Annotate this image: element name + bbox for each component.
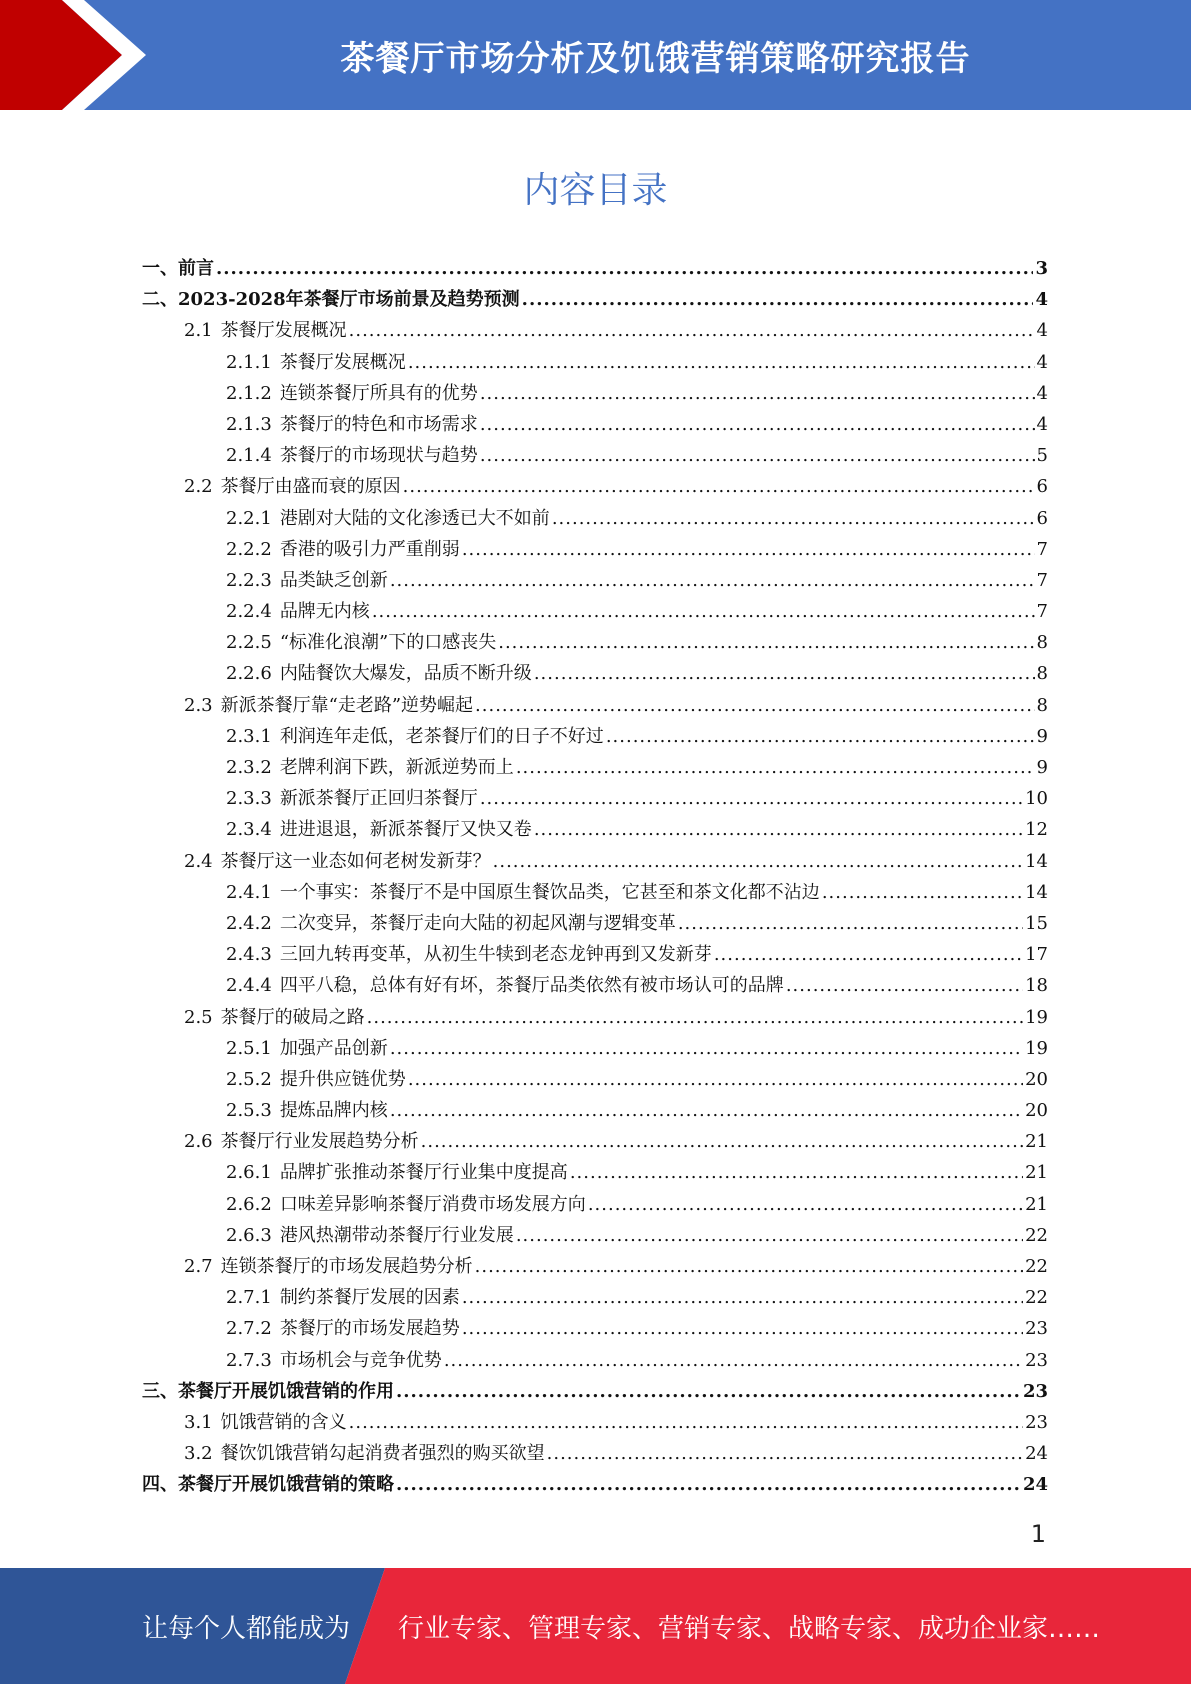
toc-dot-leader xyxy=(516,752,1035,783)
toc-entry[interactable] xyxy=(142,1376,1048,1407)
toc-dot-leader xyxy=(372,596,1035,627)
toc-entry[interactable] xyxy=(142,1002,1048,1033)
toc-entry-number: 2.5 xyxy=(184,1006,213,1028)
toc-dot-leader xyxy=(408,1064,1023,1095)
toc-entry-page: 4 xyxy=(1036,351,1048,373)
toc-entry-page: 23 xyxy=(1022,1380,1048,1402)
toc-dot-leader xyxy=(396,1469,1021,1500)
toc-entry-number: 2.2.3 xyxy=(226,569,272,591)
toc-entry-title: 提炼品牌内核 xyxy=(279,1100,388,1122)
toc-dot-leader xyxy=(408,347,1035,378)
toc-entry-title: 港剧对大陆的文化渗透已大不如前 xyxy=(279,507,550,529)
toc-entry[interactable] xyxy=(142,596,1048,627)
toc-entry-number: 2.2.2 xyxy=(226,538,272,560)
toc-entry-number: 2.4 xyxy=(184,850,213,872)
toc-entry-title: 港风热潮带动茶餐厅行业发展 xyxy=(279,1224,514,1246)
toc-entry-title: 内陆餐饮大爆发，品质不断升级 xyxy=(279,663,532,685)
toc-entry-title: 连锁茶餐厅的市场发展趋势分析 xyxy=(220,1256,473,1277)
toc-entry-title: 利润连年走低，老茶餐厅们的日子不好过 xyxy=(279,725,604,747)
toc-entry-number: 一、 xyxy=(142,258,178,279)
toc-entry[interactable] xyxy=(142,627,1048,658)
toc-entry[interactable] xyxy=(142,783,1048,814)
toc-entry-title: 2023-2028年茶餐厅市场前景及趋势预测 xyxy=(178,289,520,311)
toc-entry-title: “标准化浪潮”下的口感丧失 xyxy=(279,632,497,654)
toc-entry-page: 4 xyxy=(1036,413,1048,435)
toc-dot-leader xyxy=(678,908,1023,939)
toc-dot-leader xyxy=(475,1251,1023,1282)
toc-entry[interactable] xyxy=(142,565,1048,596)
toc-entry-title: 饥饿营销的含义 xyxy=(220,1411,347,1433)
toc-dot-leader xyxy=(498,627,1034,658)
toc-dot-leader xyxy=(349,315,1035,346)
toc-dot-leader xyxy=(444,1345,1023,1376)
toc-entry[interactable] xyxy=(142,1126,1048,1157)
toc-entry-number: 2.3.3 xyxy=(226,788,272,810)
toc-entry-number: 2.5.3 xyxy=(226,1100,272,1122)
toc-entry-number: 2.7 xyxy=(184,1256,213,1277)
toc-entry-number: 2.7.1 xyxy=(226,1287,272,1309)
toc-entry[interactable] xyxy=(142,1251,1048,1282)
toc-entry[interactable] xyxy=(142,1189,1048,1220)
toc-entry[interactable] xyxy=(142,534,1048,565)
toc-entry-page: 4 xyxy=(1035,289,1048,311)
toc-entry-page: 14 xyxy=(1025,850,1048,872)
toc-entry-number: 2.4.4 xyxy=(226,975,272,997)
toc-dot-leader xyxy=(349,1407,1023,1438)
toc-entry[interactable] xyxy=(142,503,1048,534)
toc-entry-title: 茶餐厅这一业态如何老树发新芽？ xyxy=(220,850,491,872)
toc-entry[interactable] xyxy=(142,1469,1048,1500)
toc-entry[interactable] xyxy=(142,1345,1048,1376)
toc-dot-leader xyxy=(606,721,1035,752)
toc-entry-title: 老牌利润下跌，新派逆势而上 xyxy=(279,757,514,778)
toc-entry-title: 茶餐厅开展饥饿营销的作用 xyxy=(178,1380,394,1402)
toc-entry-number: 2.1.1 xyxy=(226,351,272,373)
toc-entry-page: 4 xyxy=(1036,320,1048,342)
toc-entry-number: 2.2.5 xyxy=(226,632,272,654)
toc-entry[interactable] xyxy=(142,471,1048,502)
toc-entry-page: 20 xyxy=(1025,1068,1048,1090)
toc-dot-leader xyxy=(475,690,1035,721)
toc-dot-leader xyxy=(390,1095,1023,1126)
toc-heading: 内容目录 xyxy=(523,170,668,211)
toc-entry-page: 24 xyxy=(1025,1443,1048,1465)
toc-entry-title: 连锁茶餐厅所具有的优势 xyxy=(279,382,478,404)
toc-entry[interactable] xyxy=(142,1313,1048,1344)
toc-entry-number: 2.7.2 xyxy=(226,1318,272,1340)
toc-entry-page: 7 xyxy=(1036,601,1048,623)
toc-entry-title: 茶餐厅的市场现状与趋势 xyxy=(279,445,478,467)
toc-entry[interactable] xyxy=(142,721,1048,752)
toc-entry-page: 23 xyxy=(1025,1411,1048,1433)
toc-dot-leader xyxy=(534,814,1023,845)
toc-entry-title: 口味差异影响茶餐厅消费市场发展方向 xyxy=(279,1193,586,1215)
toc-entry-page: 9 xyxy=(1036,725,1048,747)
toc-entry-page: 7 xyxy=(1036,538,1048,560)
table-of-contents xyxy=(142,253,1048,1501)
toc-entry-page: 22 xyxy=(1025,1256,1048,1277)
toc-dot-leader xyxy=(367,1002,1023,1033)
toc-entry-title: 茶餐厅发展概况 xyxy=(220,320,347,342)
toc-entry-title: 茶餐厅的特色和市场需求 xyxy=(279,413,478,435)
toc-entry-page: 6 xyxy=(1036,476,1048,498)
toc-entry-number: 2.1.3 xyxy=(226,413,272,435)
toc-entry-title: 茶餐厅开展饥饿营销的策略 xyxy=(178,1474,394,1496)
toc-entry-title: 新派茶餐厅正回归茶餐厅 xyxy=(279,788,478,810)
toc-entry-title: 四平八稳，总体有好有坏，茶餐厅品类依然有被市场认可的品牌 xyxy=(279,975,784,997)
toc-dot-leader xyxy=(403,471,1035,502)
toc-entry-number: 2.7.3 xyxy=(226,1349,272,1371)
page-number: 1 xyxy=(1030,1520,1046,1548)
toc-entry-page: 6 xyxy=(1036,507,1048,529)
toc-entry-title: 茶餐厅的破局之路 xyxy=(220,1006,365,1028)
toc-entry-title: 制约茶餐厅发展的因素 xyxy=(279,1287,460,1309)
toc-entry-title: 一个事实：茶餐厅不是中国原生餐饮品类，它甚至和茶文化都不沾边 xyxy=(279,881,820,903)
toc-entry-number: 2.5.2 xyxy=(226,1068,272,1090)
toc-entry[interactable] xyxy=(142,440,1048,471)
toc-entry-page: 18 xyxy=(1025,975,1048,997)
toc-entry-page: 15 xyxy=(1025,912,1048,934)
toc-entry-title: 品牌无内核 xyxy=(279,601,370,623)
toc-entry-title: 市场机会与竞争优势 xyxy=(279,1349,442,1371)
toc-entry[interactable] xyxy=(142,1033,1048,1064)
toc-dot-leader xyxy=(462,534,1035,565)
footer-banner xyxy=(0,1568,1191,1684)
toc-entry-number: 2.2 xyxy=(184,476,213,498)
toc-entry[interactable] xyxy=(142,908,1048,939)
toc-entry[interactable] xyxy=(142,1282,1048,1313)
toc-dot-leader xyxy=(534,658,1035,689)
toc-entry-number: 三、 xyxy=(142,1380,178,1402)
toc-entry-number: 2.5.1 xyxy=(226,1037,272,1059)
toc-entry-number: 2.1.4 xyxy=(226,445,272,467)
toc-dot-leader xyxy=(421,1126,1023,1157)
toc-entry[interactable] xyxy=(142,1220,1048,1251)
toc-entry-title: 三回九转再变革，从初生牛犊到老态龙钟再到又发新芽 xyxy=(279,944,712,966)
toc-entry-page: 23 xyxy=(1025,1318,1048,1340)
toc-dot-leader xyxy=(462,1313,1023,1344)
toc-dot-leader xyxy=(480,783,1023,814)
toc-dot-leader xyxy=(480,409,1035,440)
toc-entry-number: 2.6 xyxy=(184,1131,213,1153)
footer-slogan-right: 行业专家、管理专家、营销专家、战略专家、成功企业家…… xyxy=(398,1613,1101,1644)
toc-entry-number: 3.1 xyxy=(184,1411,213,1433)
toc-entry-page: 14 xyxy=(1025,881,1048,903)
toc-entry-title: 茶餐厅由盛而衰的原因 xyxy=(220,476,401,498)
chevron-arrow-icon xyxy=(0,0,160,110)
toc-entry-page: 8 xyxy=(1036,663,1048,685)
header-banner xyxy=(0,0,1191,110)
toc-entry-page: 21 xyxy=(1025,1131,1048,1153)
toc-entry-title: 茶餐厅的市场发展趋势 xyxy=(279,1318,460,1340)
toc-entry-number: 四、 xyxy=(142,1474,178,1496)
toc-dot-leader xyxy=(390,1033,1023,1064)
toc-dot-leader xyxy=(216,253,1033,284)
toc-entry[interactable] xyxy=(142,315,1048,346)
toc-dot-leader xyxy=(480,378,1035,409)
toc-entry-title: 新派茶餐厅靠“走老路”逆势崛起 xyxy=(220,694,474,716)
toc-dot-leader xyxy=(480,440,1035,471)
toc-entry-number: 2.3.1 xyxy=(226,725,272,747)
toc-entry-title: 茶餐厅发展概况 xyxy=(279,351,406,373)
toc-entry-title: 二次变异，茶餐厅走向大陆的初起风潮与逻辑变革 xyxy=(279,912,676,934)
toc-entry[interactable] xyxy=(142,814,1048,845)
toc-entry-number: 二、 xyxy=(142,289,178,311)
footer-slogan-left: 让每个人都能成为 xyxy=(142,1613,351,1644)
toc-entry-page: 19 xyxy=(1025,1037,1048,1059)
toc-dot-leader xyxy=(390,565,1035,596)
toc-entry[interactable] xyxy=(142,1438,1048,1469)
toc-dot-leader xyxy=(552,503,1035,534)
toc-entry-page: 5 xyxy=(1036,445,1048,467)
toc-entry-page: 10 xyxy=(1025,788,1048,810)
toc-entry-number: 2.1 xyxy=(184,320,213,342)
toc-dot-leader xyxy=(396,1376,1021,1407)
toc-entry[interactable] xyxy=(142,658,1048,689)
toc-entry[interactable] xyxy=(142,409,1048,440)
toc-entry-number: 2.3 xyxy=(184,694,213,716)
toc-entry-page: 19 xyxy=(1025,1006,1048,1028)
toc-entry-page: 17 xyxy=(1025,944,1048,966)
toc-entry-title: 提升供应链优势 xyxy=(279,1068,406,1090)
toc-entry-number: 2.2.1 xyxy=(226,507,272,529)
toc-dot-leader xyxy=(822,877,1023,908)
toc-entry-page: 8 xyxy=(1036,632,1048,654)
toc-entry-number: 2.4.3 xyxy=(226,944,272,966)
toc-entry-page: 21 xyxy=(1025,1162,1048,1184)
toc-dot-leader xyxy=(786,970,1023,1001)
toc-entry-title: 前言 xyxy=(178,258,214,279)
toc-entry[interactable] xyxy=(142,347,1048,378)
toc-entry-title: 品类缺乏创新 xyxy=(279,569,388,591)
toc-entry-page: 7 xyxy=(1036,569,1048,591)
toc-entry-page: 4 xyxy=(1036,382,1048,404)
toc-entry-number: 2.4.2 xyxy=(226,912,272,934)
toc-entry-number: 2.6.1 xyxy=(226,1162,272,1184)
toc-entry-title: 加强产品创新 xyxy=(279,1037,388,1059)
toc-entry-number: 2.1.2 xyxy=(226,382,272,404)
toc-entry-page: 3 xyxy=(1035,258,1048,279)
toc-dot-leader xyxy=(588,1189,1023,1220)
toc-entry-page: 23 xyxy=(1025,1349,1048,1371)
toc-entry-number: 3.2 xyxy=(184,1443,213,1465)
report-title: 茶餐厅市场分析及饥饿营销策略研究报告 xyxy=(340,38,971,79)
toc-entry[interactable] xyxy=(142,284,1048,315)
toc-entry-page: 9 xyxy=(1036,757,1048,778)
toc-entry-number: 2.4.1 xyxy=(226,881,272,903)
toc-entry-number: 2.2.6 xyxy=(226,663,272,685)
toc-entry-number: 2.6.3 xyxy=(226,1224,272,1246)
toc-entry-page: 21 xyxy=(1025,1193,1048,1215)
toc-entry-page: 24 xyxy=(1022,1474,1048,1496)
toc-entry-number: 2.3.2 xyxy=(226,757,272,778)
toc-entry[interactable] xyxy=(142,378,1048,409)
toc-entry-number: 2.3.4 xyxy=(226,819,272,841)
toc-entry[interactable] xyxy=(142,846,1048,877)
toc-dot-leader xyxy=(462,1282,1023,1313)
toc-entry-page: 12 xyxy=(1025,819,1048,841)
toc-dot-leader xyxy=(570,1157,1023,1188)
toc-dot-leader xyxy=(714,939,1023,970)
toc-entry-page: 8 xyxy=(1036,694,1048,716)
toc-entry[interactable] xyxy=(142,752,1048,783)
toc-entry[interactable] xyxy=(142,877,1048,908)
toc-entry[interactable] xyxy=(142,939,1048,970)
toc-entry-number: 2.6.2 xyxy=(226,1193,272,1215)
toc-entry-title: 品牌扩张推动茶餐厅行业集中度提高 xyxy=(279,1162,568,1184)
toc-entry-page: 22 xyxy=(1025,1287,1048,1309)
toc-entry[interactable] xyxy=(142,690,1048,721)
toc-entry-page: 22 xyxy=(1025,1224,1048,1246)
toc-entry-title: 香港的吸引力严重削弱 xyxy=(279,538,460,560)
toc-dot-leader xyxy=(522,284,1034,315)
toc-entry-title: 茶餐厅行业发展趋势分析 xyxy=(220,1131,419,1153)
toc-dot-leader xyxy=(493,846,1023,877)
toc-entry[interactable] xyxy=(142,970,1048,1001)
toc-entry-page: 20 xyxy=(1025,1100,1048,1122)
toc-entry[interactable] xyxy=(142,1095,1048,1126)
toc-dot-leader xyxy=(547,1438,1023,1469)
toc-entry[interactable] xyxy=(142,1157,1048,1188)
toc-dot-leader xyxy=(516,1220,1023,1251)
toc-entry[interactable] xyxy=(142,1064,1048,1095)
toc-entry-title: 进进退退，新派茶餐厅又快又卷 xyxy=(279,819,532,841)
toc-entry-number: 2.2.4 xyxy=(226,601,272,623)
toc-entry[interactable] xyxy=(142,253,1048,284)
toc-entry-title: 餐饮饥饿营销勾起消费者强烈的购买欲望 xyxy=(220,1443,545,1465)
toc-entry[interactable] xyxy=(142,1407,1048,1438)
